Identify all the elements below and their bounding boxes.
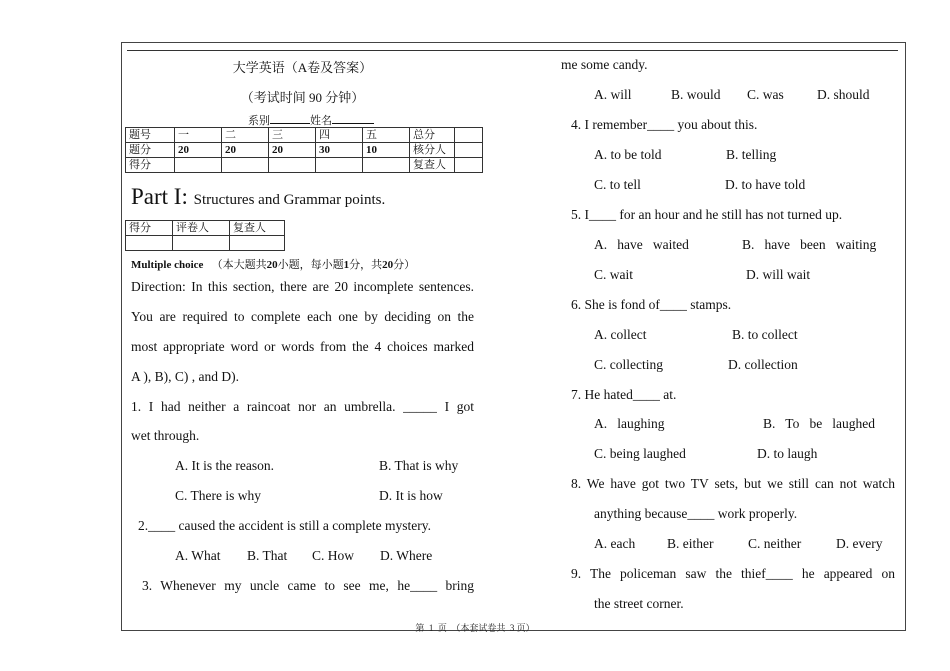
cell xyxy=(126,236,173,251)
part-subtitle: Structures and Grammar points. xyxy=(193,192,386,208)
cell xyxy=(363,158,410,173)
option: B. to collect xyxy=(732,327,798,342)
name-blank xyxy=(332,113,374,124)
cell xyxy=(316,158,363,173)
score-row-points xyxy=(126,143,483,158)
option: A. will xyxy=(594,87,632,102)
section-note xyxy=(131,256,415,272)
cell: 复查人 xyxy=(230,221,285,236)
question-9-cont: the street corner. xyxy=(594,596,684,611)
cell xyxy=(230,236,285,251)
option: B. That xyxy=(247,548,288,563)
option: A. collect xyxy=(594,327,647,342)
section-label: Multiple choice xyxy=(131,259,204,271)
cell: 评卷人 xyxy=(173,221,230,236)
cell: 题号 xyxy=(126,128,175,143)
direction-line: A ), B), C) , and D). xyxy=(131,369,239,384)
note-num: 1 xyxy=(343,259,350,271)
cell: 五 xyxy=(363,128,410,143)
cell xyxy=(222,158,269,173)
question-3-cont: me some candy. xyxy=(561,57,648,72)
question-7: 7. He hated____ at. xyxy=(571,387,677,402)
cell: 得分 xyxy=(126,221,173,236)
cell: 得分 xyxy=(126,158,175,173)
option: A. laughing xyxy=(594,416,665,431)
grader-blank-row xyxy=(126,236,285,251)
cell: 30 xyxy=(316,143,363,158)
cell: 20 xyxy=(269,143,316,158)
option: C. was xyxy=(747,87,784,102)
direction-line: Direction: In this section, there are 20 incomplete sentences. xyxy=(131,279,474,294)
cell: 总分 xyxy=(410,128,455,143)
question-1-cont: wet through. xyxy=(131,428,200,443)
cell: 10 xyxy=(363,143,410,158)
cell xyxy=(175,158,222,173)
option: A. It is the reason. xyxy=(175,458,274,473)
grader-header-row xyxy=(126,221,285,236)
score-row-earned xyxy=(126,158,483,173)
question-9: 9. The policeman saw the thief____ he appeared on xyxy=(571,566,895,581)
cell: 三 xyxy=(269,128,316,143)
name-label: 姓名 xyxy=(310,115,332,127)
option: C. There is why xyxy=(175,488,261,503)
option: D. to have told xyxy=(725,177,806,192)
cell: 题分 xyxy=(126,143,175,158)
part-title: Part I: xyxy=(131,184,188,209)
page-footer: 第 1 页 （本套试卷共 3 页） xyxy=(415,623,535,633)
option: A. to be told xyxy=(594,147,662,162)
option: D. It is how xyxy=(379,488,443,503)
question-4: 4. I remember____ you about this. xyxy=(571,117,758,132)
option: D. Where xyxy=(380,548,433,563)
option: C. How xyxy=(312,548,355,563)
option: D. collection xyxy=(728,357,798,372)
cell: 二 xyxy=(222,128,269,143)
exam-title: 大学英语（A卷及答案） xyxy=(232,60,373,75)
note-num: 20 xyxy=(382,259,394,271)
cell xyxy=(455,143,483,158)
dept-blank xyxy=(270,113,310,124)
note-part: 小题，每小题 xyxy=(277,259,344,271)
option: D. to laugh xyxy=(757,446,818,461)
option: C. wait xyxy=(594,267,633,282)
option: B. To be laughed xyxy=(763,416,876,431)
score-row-number xyxy=(126,128,483,143)
direction-line: You are required to complete each one by deciding on the xyxy=(131,309,474,324)
option: C. being laughed xyxy=(594,446,686,461)
cell: 核分人 xyxy=(410,143,455,158)
question-2: 2.____ caused the accident is still a complete mystery. xyxy=(138,518,432,533)
option: A. have waited xyxy=(594,237,689,252)
cell xyxy=(173,236,230,251)
option: C. neither xyxy=(748,536,802,551)
question-8-cont: anything because____ work properly. xyxy=(594,506,798,521)
option: D. every xyxy=(836,536,883,551)
option: B. either xyxy=(667,536,714,551)
cell xyxy=(455,128,483,143)
note-num: 20 xyxy=(266,259,278,271)
note-part: 分） xyxy=(393,259,416,271)
option: B. have been waiting xyxy=(742,237,877,252)
cell: 20 xyxy=(175,143,222,158)
question-8: 8. We have got two TV sets, but we still can not watch xyxy=(571,476,895,491)
cell xyxy=(269,158,316,173)
option: C. collecting xyxy=(594,357,663,372)
option: A. each xyxy=(594,536,636,551)
option: B. would xyxy=(671,87,721,102)
cell xyxy=(455,158,483,173)
cell: 复查人 xyxy=(410,158,455,173)
note-part: 分，共 xyxy=(349,259,383,271)
option: A. What xyxy=(175,548,221,563)
option: B. That is why xyxy=(379,458,459,473)
dept-label: 系别 xyxy=(248,115,270,127)
cell: 20 xyxy=(222,143,269,158)
note-part: （本大题共 xyxy=(211,259,267,271)
student-info xyxy=(248,112,374,128)
part-heading xyxy=(131,184,385,210)
grader-table xyxy=(125,220,285,251)
score-table xyxy=(125,127,483,173)
option: D. should xyxy=(817,87,870,102)
option: D. will wait xyxy=(746,267,811,282)
cell: 一 xyxy=(175,128,222,143)
question-5: 5. I____ for an hour and he still has not turned up. xyxy=(571,207,843,222)
exam-duration: （考试时间 90 分钟） xyxy=(240,90,365,105)
cell: 四 xyxy=(316,128,363,143)
question-1: 1. I had neither a raincoat nor an umbrella. _____ I got xyxy=(131,399,474,414)
option: B. telling xyxy=(726,147,777,162)
question-3: 3. Whenever my uncle came to see me, he____ bring xyxy=(142,578,474,593)
top-rule xyxy=(127,50,898,51)
option: C. to tell xyxy=(594,177,641,192)
direction-line: most appropriate word or words from the 4 choices marked xyxy=(131,339,474,354)
question-6: 6. She is fond of____ stamps. xyxy=(571,297,732,312)
